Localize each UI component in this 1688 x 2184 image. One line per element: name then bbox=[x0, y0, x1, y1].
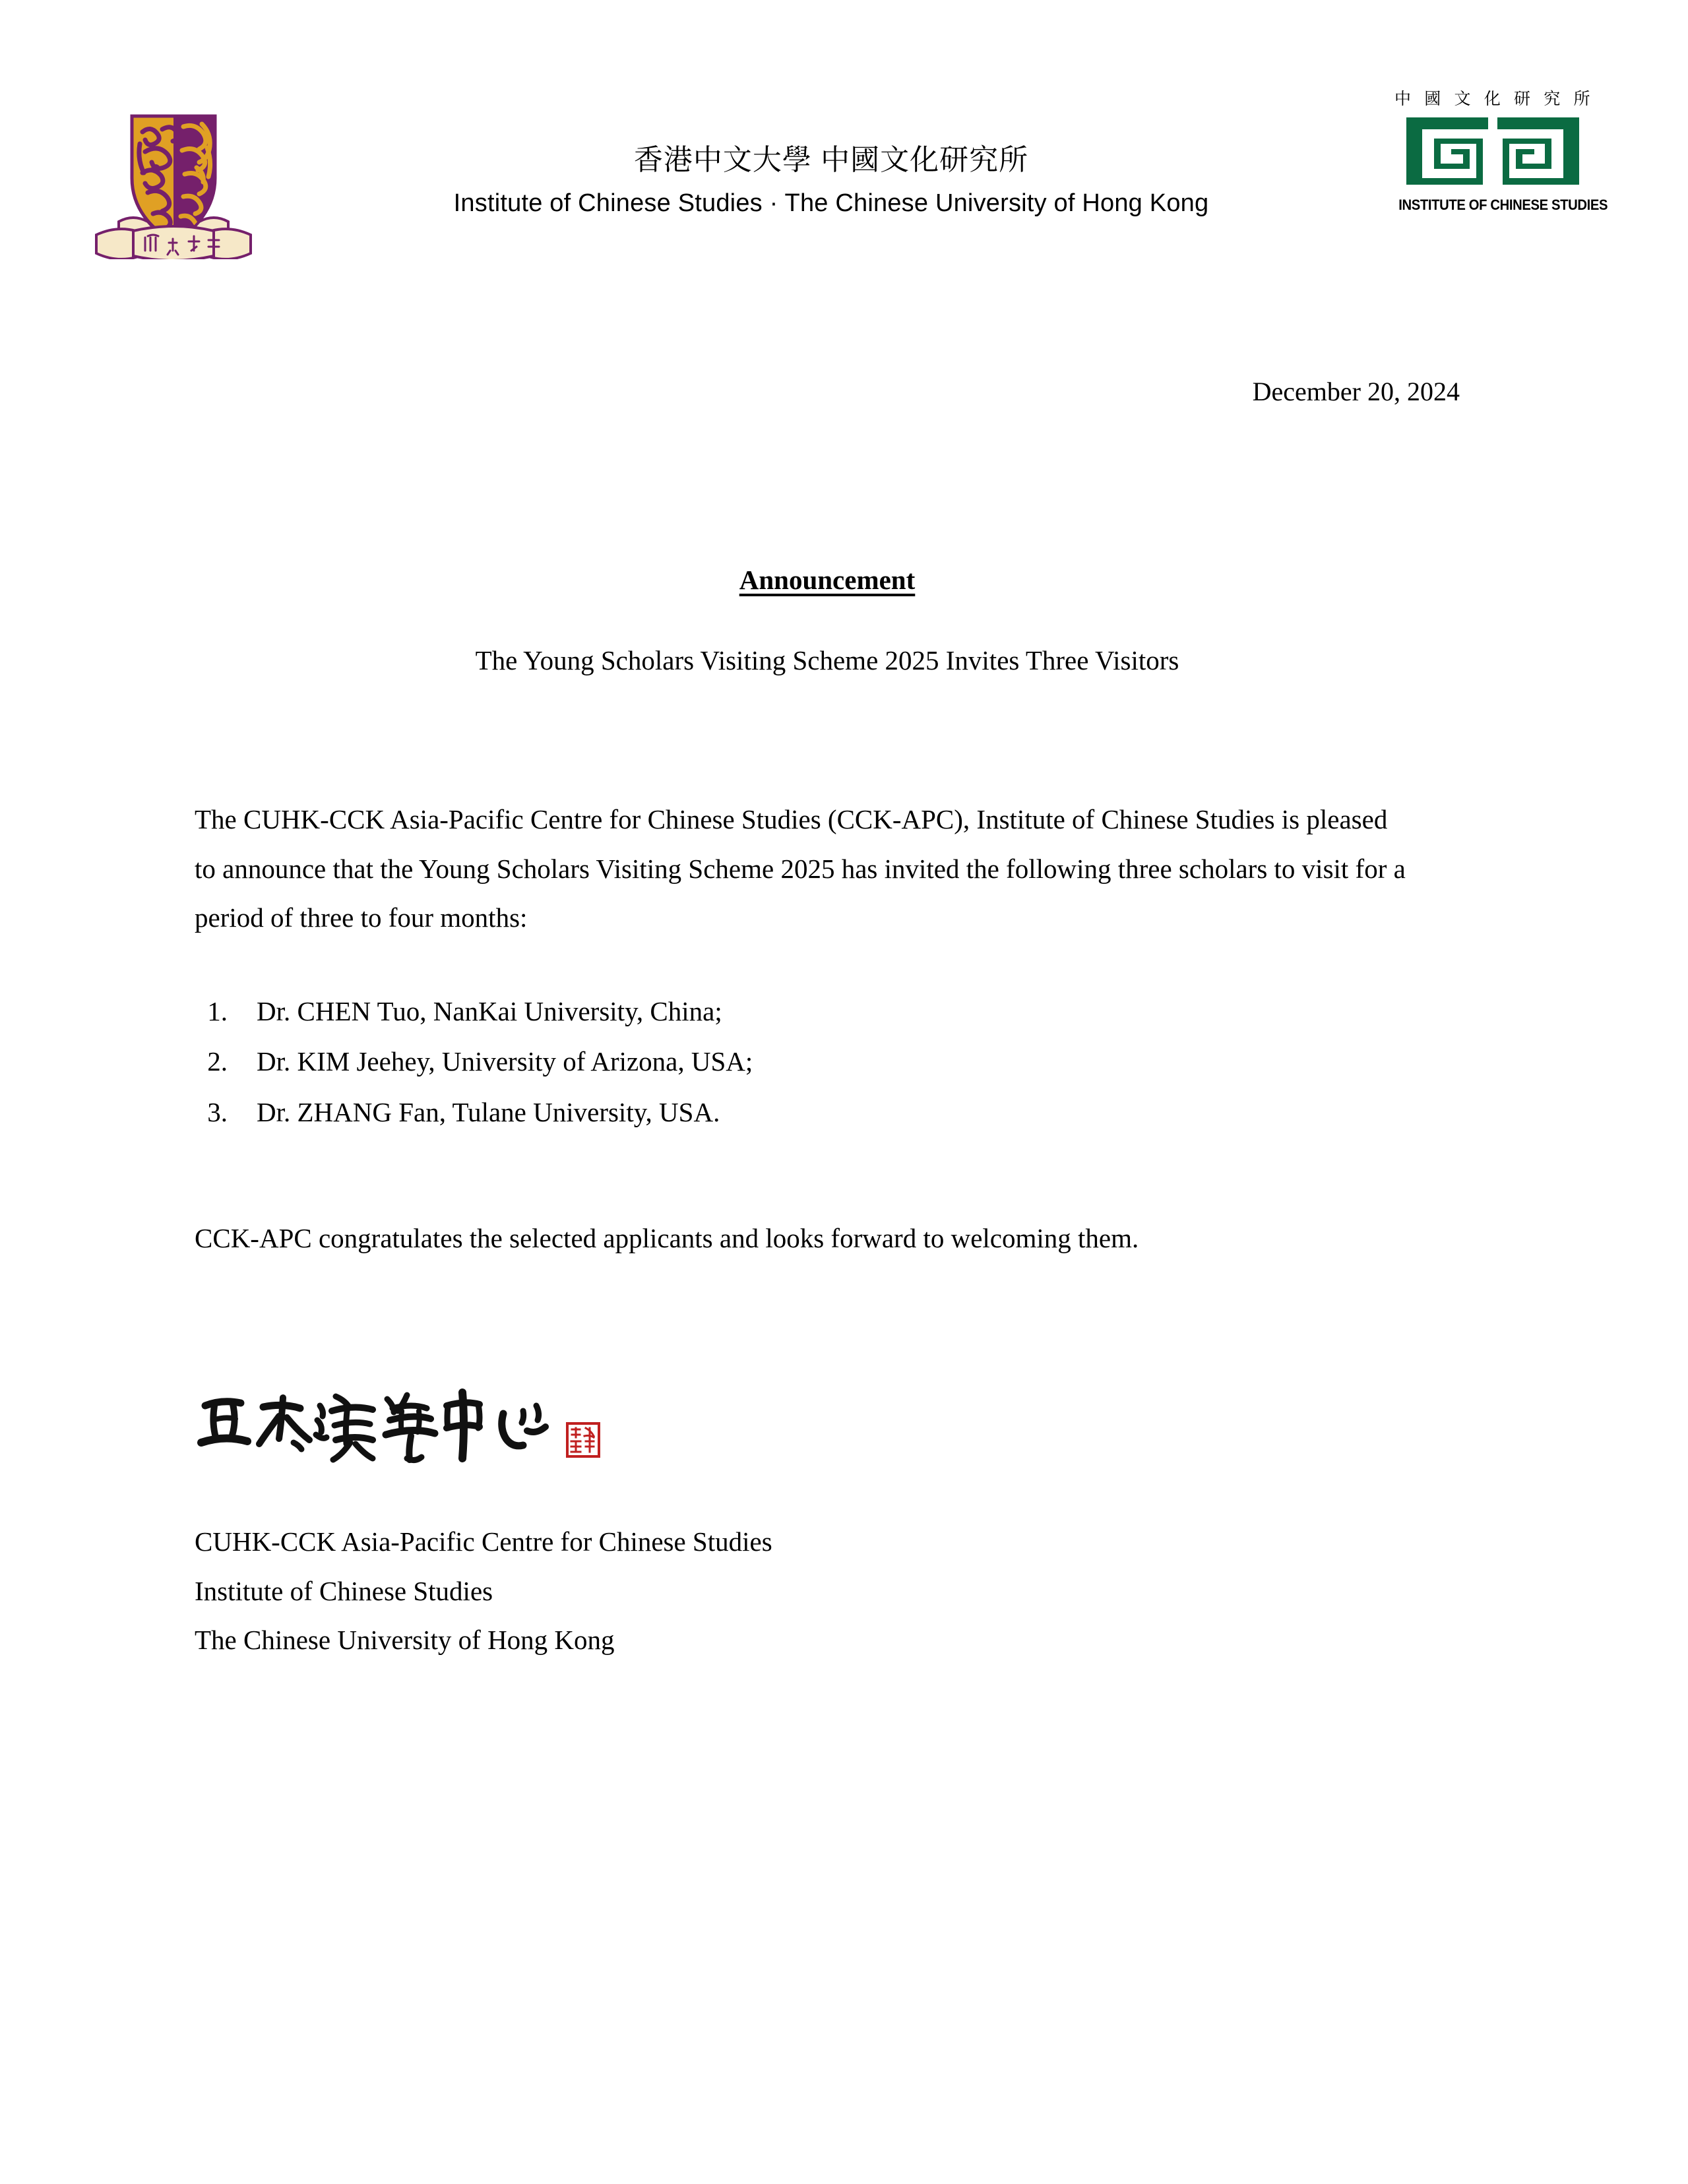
intro-paragraph: The CUHK-CCK Asia-Pacific Centre for Chinese Studies (CCK-APC), Institute of Chinese Studies is pleased to announce that the Young Scholars Visiting Scheme 2025 has invited the following three scholars to visit for a period of three to four months: bbox=[195, 804, 1406, 933]
list-item-number: 2. bbox=[207, 1046, 228, 1077]
document-date: December 20, 2024 bbox=[1252, 377, 1460, 406]
list-item bbox=[195, 1087, 1408, 1137]
list-item-label: Dr. KIM Jeehey, University of Arizona, USA; bbox=[257, 1046, 753, 1077]
letterhead-title-chinese: 香港中文大學 中國文化研究所 bbox=[633, 144, 1029, 176]
list-item bbox=[195, 986, 1408, 1036]
ics-meander-mark-icon bbox=[1406, 117, 1579, 190]
list-item-label: Dr. ZHANG Fan, Tulane University, USA. bbox=[257, 1096, 720, 1127]
closing-paragraph: CCK-APC congratulates the selected applicants and looks forward to welcoming them. bbox=[195, 1223, 1139, 1253]
list-item-label: Dr. CHEN Tuo, NanKai University, China; bbox=[257, 996, 722, 1026]
list-item-number: 3. bbox=[207, 1096, 228, 1127]
letterhead-title-block bbox=[369, 142, 1293, 220]
list-item-number: 1. bbox=[207, 996, 228, 1026]
cuhk-crest-icon bbox=[84, 104, 263, 259]
ics-logo-english-text: INSTITUTE OF CHINESE STUDIES bbox=[1398, 197, 1608, 213]
closing-address-block bbox=[195, 1517, 1408, 1665]
closing-address-line-2: Institute of Chinese Studies bbox=[195, 1575, 493, 1606]
ics-logo bbox=[1391, 86, 1608, 224]
page-subtitle: The Young Scholars Visiting Scheme 2025 Invites Three Visitors bbox=[475, 645, 1179, 675]
closing-address-line-3: The Chinese University of Hong Kong bbox=[195, 1625, 615, 1656]
letterhead-title-english: Institute of Chinese Studies · The Chinese University of Hong Kong bbox=[453, 189, 1209, 217]
red-seal-stamp-icon bbox=[566, 1421, 600, 1458]
scholar-list bbox=[195, 986, 1408, 1137]
title-block bbox=[195, 564, 1460, 676]
signature-block bbox=[195, 1382, 617, 1481]
closing-address-line-1: CUHK-CCK Asia-Pacific Centre for Chinese Studies bbox=[195, 1526, 772, 1557]
calligraphy-signature-icon bbox=[195, 1382, 564, 1468]
ics-logo-chinese-text: 中 國 文 化 研 究 所 bbox=[1394, 90, 1595, 108]
list-item bbox=[195, 1036, 1408, 1086]
letterhead bbox=[0, 0, 1688, 277]
page-title: Announcement bbox=[739, 565, 916, 595]
